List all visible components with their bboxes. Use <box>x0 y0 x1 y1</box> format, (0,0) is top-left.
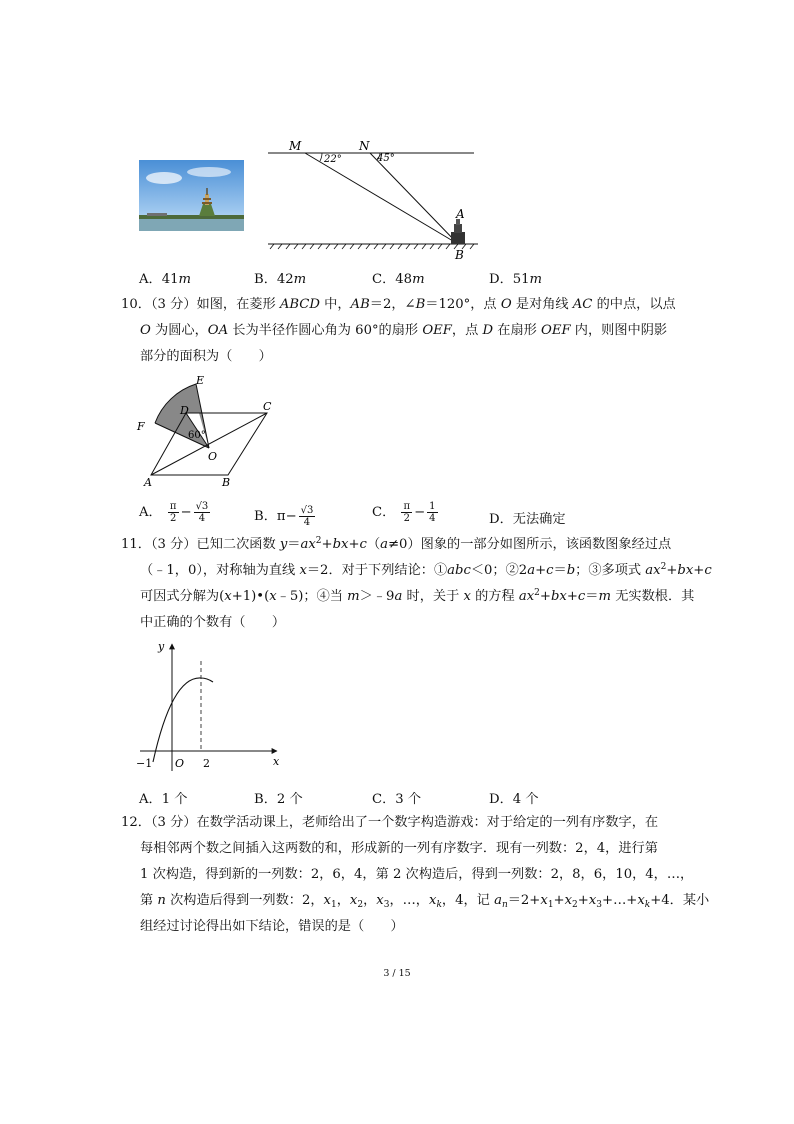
angle-measurement-diagram <box>264 138 484 264</box>
sight-line-m <box>305 153 458 244</box>
q12-line-3: 1 次构造，得到新的一列数：2，6，4，第 2 次构造后，得到一列数：2，8，6，10，4，…， <box>140 867 694 882</box>
q9-option-c[interactable]: C．48m <box>372 272 425 287</box>
q11-option-b[interactable]: B．2 个 <box>254 792 303 807</box>
label-a: A <box>456 207 465 221</box>
q11-line-2: （﹣1，0），对称轴为直线 x＝2．对于下列结论：①abc＜0；②2a+c＝b；③多项式 $ax^2+bx+c$ <box>140 562 712 578</box>
label-two: 2 <box>203 757 210 770</box>
fig-label-e: E <box>196 374 205 387</box>
parabola-graph <box>132 636 292 776</box>
fig-label-o: O <box>208 450 218 463</box>
q10-option-a[interactable]: A． $\frac{\pi}{2}$ − $\frac{√3}{4}$ <box>139 501 209 524</box>
q10-line-2: O 为圆心，OA 长为半径作圆心角为 60°的扇形 OEF，点 D 在扇形 OEF 内，则图中阴影 <box>140 323 668 338</box>
q10-line-3: 部分的面积为（ ） <box>140 349 272 364</box>
pagoda-photo <box>139 160 244 231</box>
q11-option-c[interactable]: C．3 个 <box>372 792 422 807</box>
label-angle-45: 45° <box>377 153 395 164</box>
label-x: x <box>273 755 280 768</box>
q10-option-b[interactable]: B．π− $\frac{√3}{4}$ <box>254 505 314 528</box>
parabola-curve <box>153 678 213 762</box>
q10-line-1: 10．（3 分）如图，在菱形 ABCD 中，AB＝2，∠B＝120°，点 O 是对角线 AC 的中点，以点 <box>121 297 676 312</box>
fig-label-d: D <box>180 404 189 417</box>
label-b: B <box>455 248 464 262</box>
q11-line-1: 11．（3 分）已知二次函数 $y=ax^2+bx+c(a\ne 0)$图象的一部分如图所示，该函数图象经过点 <box>121 536 672 552</box>
q11-line-3: 可因式分解为(x+1)•(x﹣5)；④当 m＞﹣9a 时，关于 x 的方程 $ax^2+bx+c=m$ 无实数根．其 <box>140 588 695 604</box>
label-o: O <box>175 757 185 770</box>
sight-line-n <box>370 153 458 244</box>
fig-label-a: A <box>144 476 152 489</box>
q9-option-d[interactable]: D．51m <box>489 272 543 287</box>
q12-line-2: 每相邻两个数之间插入这两数的和，形成新的一列有序数字．现有一列数：2，4，进行第 <box>140 841 658 856</box>
q12-line-4: 第 n 次构造后得到一列数：2，$x_1$，$x_2$，$x_3$，…，$x_k$，4，记 $a_n=2+x_1+x_2+x_3+\dots+x_k+4$．某小 <box>140 893 710 910</box>
label-angle-22: 22° <box>324 154 342 165</box>
q9-option-b[interactable]: B．42m <box>254 272 307 287</box>
q11-line-4: 中正确的个数有（ ） <box>140 615 286 630</box>
label-m: M <box>289 139 302 153</box>
q10-option-c[interactable]: C． $\frac{\pi}{2}$ − $\frac{1}{4}$ <box>372 501 436 524</box>
rhombus-sector-diagram <box>132 372 282 492</box>
q10-option-d[interactable]: D．无法确定 <box>489 512 566 527</box>
label-n: N <box>359 139 370 153</box>
fig-label-b: B <box>222 476 231 489</box>
page-number: 3 / 15 <box>383 968 411 979</box>
q12-line-1: 12．（3 分）在数学活动课上，老师给出了一个数字构造游戏：对于给定的一列有序数字，在 <box>121 815 659 830</box>
fig-label-f: F <box>137 420 145 433</box>
fig-label-c: C <box>263 400 272 413</box>
q11-option-d[interactable]: D．4 个 <box>489 792 539 807</box>
q12-line-5: 组经过讨论得出如下结论，错误的是（ ） <box>140 919 404 934</box>
q9-option-a[interactable]: A．41m <box>139 272 192 287</box>
pagoda-icon <box>451 219 465 244</box>
q11-option-a[interactable]: A．1 个 <box>139 792 188 807</box>
label-y: y <box>158 640 165 653</box>
fig-label-angle: 60° <box>188 430 206 441</box>
label-neg1: −1 <box>136 757 153 770</box>
